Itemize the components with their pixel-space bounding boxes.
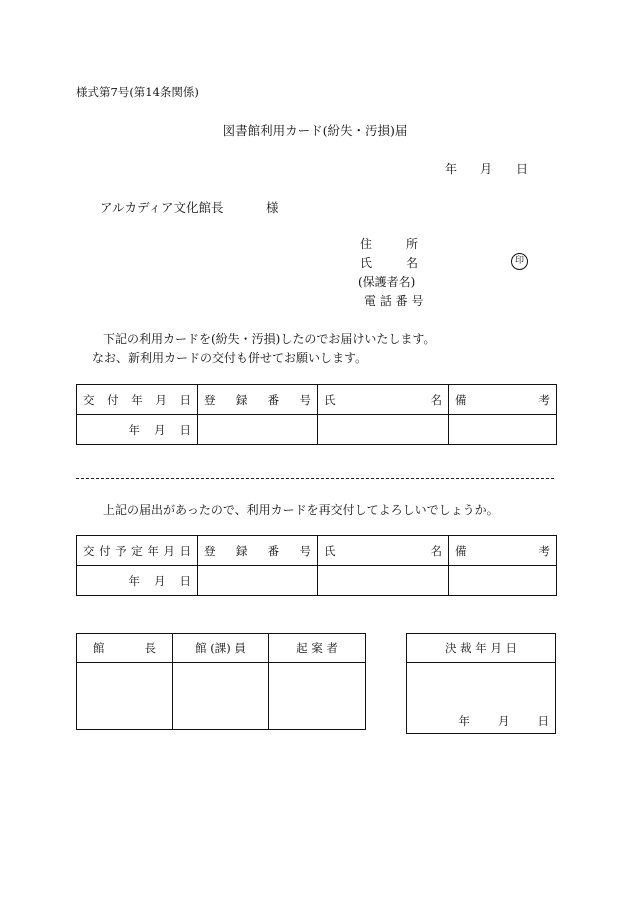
header-char: 登 <box>204 543 216 558</box>
decision-year: 年 <box>458 714 470 728</box>
header-char: 名 <box>430 392 442 407</box>
header-staff: 館 (課) 員 <box>173 634 269 663</box>
header-char: 年 <box>131 392 143 407</box>
registration-number-cell[interactable] <box>198 566 318 596</box>
header-char: 考 <box>538 392 550 407</box>
remarks-cell[interactable] <box>449 566 557 596</box>
header-char: 付 <box>107 392 119 407</box>
name-cell[interactable] <box>318 566 449 596</box>
header-drafter: 起 案 者 <box>269 634 366 663</box>
header-scheduled-issue-date <box>77 536 198 566</box>
header-char: 備 <box>455 392 467 407</box>
header-char: 館 <box>93 641 105 655</box>
header-char: 氏 <box>324 392 336 407</box>
header-char: 録 <box>235 543 248 558</box>
header-name <box>318 385 449 415</box>
address-label <box>360 235 418 252</box>
remarks-cell[interactable] <box>449 415 557 445</box>
seal-mark: 印 <box>511 253 528 270</box>
form-number: 様式第7号(第14条関係) <box>76 85 199 99</box>
name-label <box>360 254 418 271</box>
decision-month: 月 <box>498 714 510 728</box>
header-decision-date: 決 裁 年 月 日 <box>407 634 556 663</box>
row-year: 年 <box>128 422 140 437</box>
staff-stamp-box[interactable] <box>173 663 269 730</box>
decision-date-cell[interactable] <box>407 663 556 734</box>
addressee-honorific: 様 <box>266 200 279 215</box>
header-char: 長 <box>144 641 156 655</box>
header-char: 番 <box>267 543 280 558</box>
row-day: 日 <box>179 573 191 588</box>
header-char: 月 <box>163 543 175 558</box>
cut-line <box>76 478 554 479</box>
header-remarks <box>449 536 557 566</box>
scheduled-date-cell[interactable] <box>77 566 198 596</box>
decision-table <box>406 633 556 734</box>
header-name <box>318 536 449 566</box>
header-char: 月 <box>155 392 167 407</box>
address-label-char-1: 住 <box>360 237 373 251</box>
header-char: 録 <box>235 392 248 407</box>
address-label-char-2: 所 <box>406 237 419 251</box>
row-month: 月 <box>154 422 166 437</box>
guardian-label: (保護者名) <box>358 275 416 289</box>
date-month-label: 月 <box>480 162 493 176</box>
header-char: 年 <box>147 543 159 558</box>
header-char: 登 <box>204 392 216 407</box>
header-char: 日 <box>179 543 191 558</box>
card-table-header <box>77 385 557 415</box>
header-char: 予 <box>115 543 127 558</box>
name-cell[interactable] <box>318 415 449 445</box>
form-title: 図書館利用カード(紛失・汚損)届 <box>222 123 408 138</box>
director-stamp-box[interactable] <box>77 663 173 730</box>
header-char: 番 <box>267 392 280 407</box>
card-table <box>76 384 557 445</box>
header-remarks <box>449 385 557 415</box>
issue-date-cell[interactable] <box>77 415 198 445</box>
header-char: 号 <box>299 543 311 558</box>
header-char: 日 <box>179 392 191 407</box>
decision-day: 日 <box>537 714 549 728</box>
header-char: 氏 <box>324 543 336 558</box>
row-year: 年 <box>128 573 140 588</box>
row-month: 月 <box>154 573 166 588</box>
reissue-table <box>76 535 557 596</box>
card-table-row <box>77 415 557 445</box>
header-char: 号 <box>299 392 311 407</box>
header-char: 付 <box>99 543 111 558</box>
header-char: 名 <box>430 543 442 558</box>
header-registration-number <box>198 536 318 566</box>
approval-table <box>76 633 366 730</box>
name-label-char-1: 氏 <box>360 256 373 270</box>
header-char: 交 <box>83 392 95 407</box>
name-label-char-2: 名 <box>406 256 419 270</box>
reissue-table-row <box>77 566 557 596</box>
header-char: 交 <box>83 543 95 558</box>
registration-number-cell[interactable] <box>198 415 318 445</box>
header-char: 考 <box>538 543 550 558</box>
phone-label: 電 話 番 号 <box>364 294 424 308</box>
drafter-stamp-box[interactable] <box>269 663 366 730</box>
header-issue-date <box>77 385 198 415</box>
reissue-table-header <box>77 536 557 566</box>
date-day-label: 日 <box>516 162 529 176</box>
statement-line-2: なお、新利用カードの交付も併せてお願いします。 <box>92 351 368 365</box>
header-director <box>77 634 173 663</box>
date-year-label: 年 <box>445 162 458 176</box>
statement-line-1: 下記の利用カードを(紛失・汚損)したのでお届けいたします。 <box>103 332 436 346</box>
row-day: 日 <box>179 422 191 437</box>
header-registration-number <box>198 385 318 415</box>
addressee-name: アルカディア文化館長 <box>100 200 224 215</box>
reissue-statement: 上記の届出があったので、利用カードを再交付してよろしいでしょうか。 <box>103 503 499 517</box>
header-char: 定 <box>131 543 143 558</box>
header-char: 備 <box>455 543 467 558</box>
